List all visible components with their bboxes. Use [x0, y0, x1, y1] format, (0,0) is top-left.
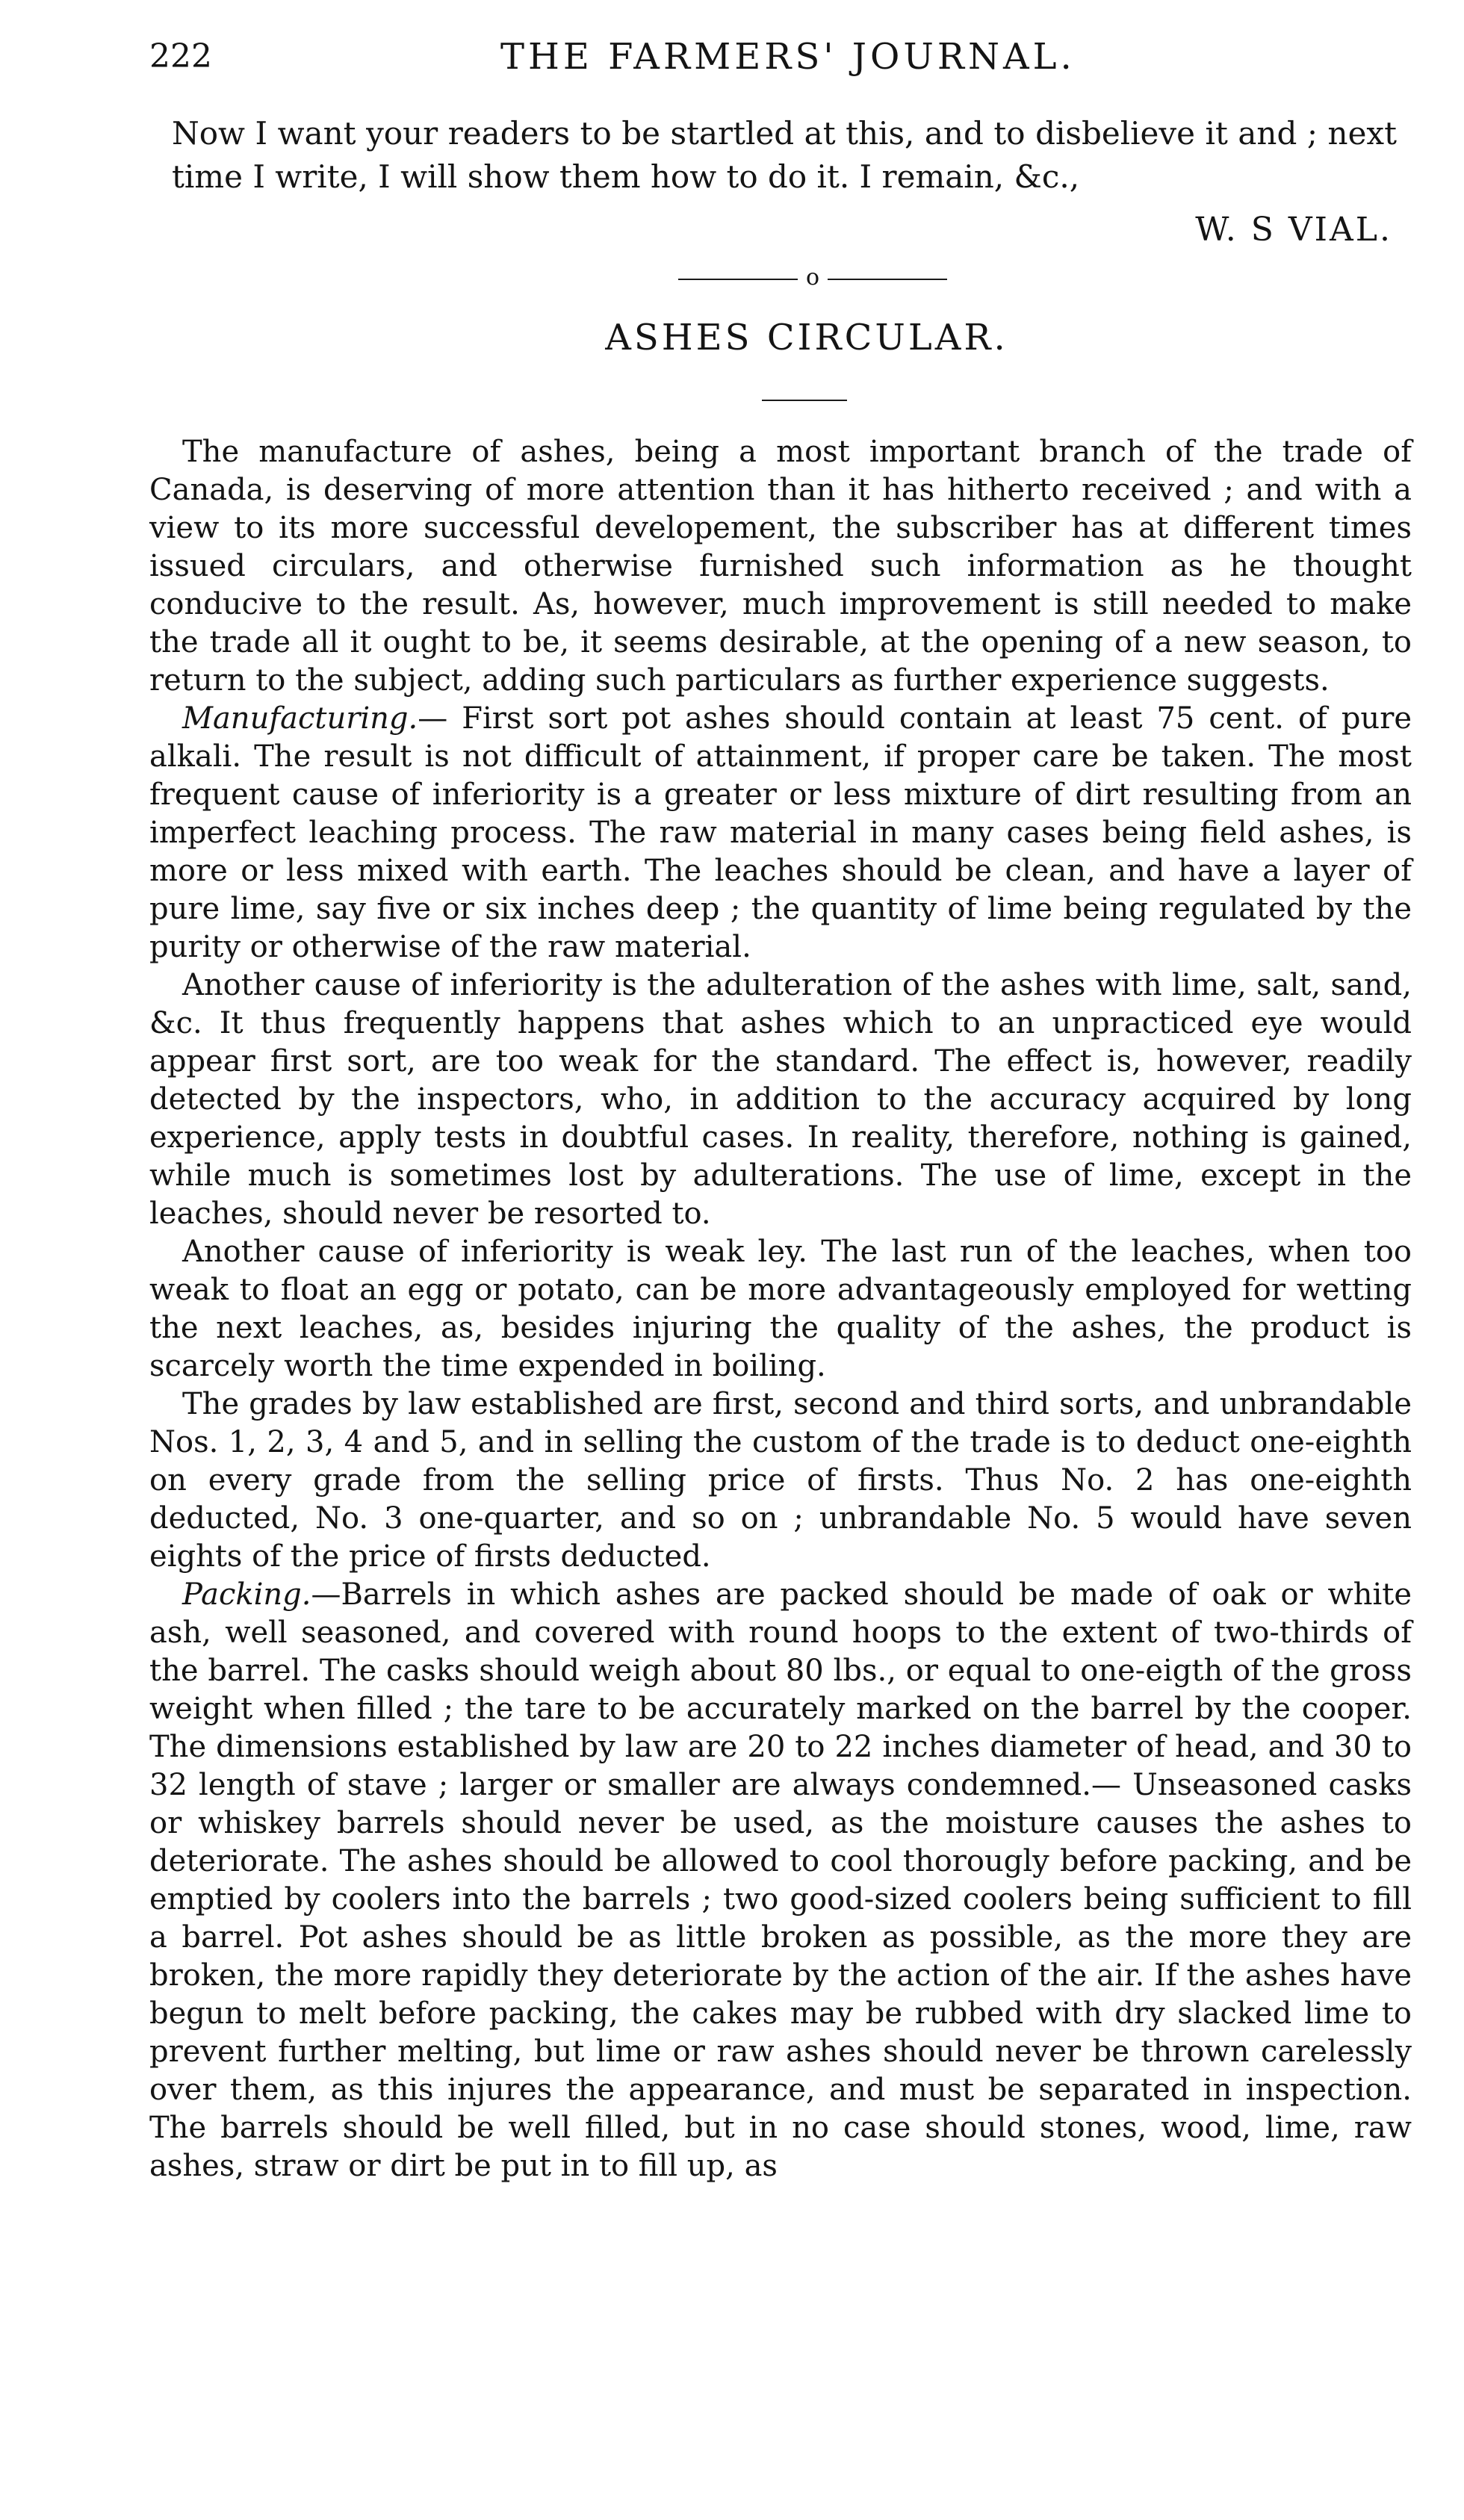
paragraph-text: —Barrels in which ashes are packed should be made of oak or white ash, well seasoned, and covered with round hoops to the extent of two-thirds of the barrel. The casks should weigh about 80 lbs., or equal to one-eigth of the gross weight when filled ; the tare to be accurately marked on the barrel by the cooper. The dimensions established by law are 20 to 22 inches diameter of head, and 30 to 32 length of stave ; larger or smaller are always condemned.— Unseasoned casks or whiskey barrels should never be used, as the moisture causes the ashes to deteriorate. The ashes should be allowed to cool thorougly before packing, and be emptied by coolers into the barrels ; two good-sized coolers being sufficient to fill a barrel. Pot ashes should be as little broken as possible, as the more they are broken, the more rapidly they deteriorate by the action of the air. If the ashes have begun to melt before packing, the cakes may be rubbed with dry slacked lime to prevent further melting, but lime or raw ashes should never be thrown carelessly over them, as this injures the appearance, and must be separated in inspection. The barrels should be well filled, but in no case should stones, wood, lime, raw ashes, straw or dirt be put in to fill up, as: [149, 1577, 1412, 2183]
divider-mark: o: [805, 264, 820, 291]
article-paragraph: [149, 1576, 1412, 2185]
article-title: ASHES CIRCULAR.: [605, 317, 1008, 359]
running-title: THE FARMERS' JOURNAL.: [500, 36, 1076, 78]
article-paragraph: [149, 1233, 1412, 1385]
article-paragraph: [149, 1385, 1412, 1576]
paragraph-text: — First sort pot ashes should contain at least 75 cent. of pure alkali. The result is not difficult of attainment, if proper care be taken. The most frequent cause of inferiority is a greater or less mixture of dirt resulting from an imperfect leaching process. The raw material in many cases being field ashes, is more or less mixed with earth. The leaches should be clean, and have a layer of pure lime, say five or six inches deep ; the quantity of lime being regulated by the purity or otherwise of the raw material.: [149, 701, 1412, 964]
paragraph-text: The manufacture of ashes, being a most important branch of the trade of Canada, is deserving of more attention than it has hitherto received ; and with a view to its more successful developement, the subscriber has at different times issued circulars, and otherwise furnished such information as he thought conducive to the result. As, however, much improvement is still needed to make the trade all it ought to be, it seems desirable, at the opening of a new season, to return to the subject, adding such particulars as further experience suggests.: [149, 435, 1412, 698]
paragraph-text: Another cause of inferiority is the adulteration of the ashes with lime, salt, sand, &c. It thus frequently happens that ashes which to an unpracticed eye would appear first sort, are too weak for the standard. The effect is, however, readily detected by the inspectors, who, in addition to the accuracy acquired by long experience, apply tests in doubtful cases. In reality, therefore, nothing is gained, while much is sometimes lost by adulterations. The use of lime, except in the leaches, should never be resorted to.: [149, 968, 1412, 1231]
letter-signature: W. S VIAL.: [1195, 211, 1392, 249]
paragraph-lead: Manufacturing.: [182, 701, 418, 736]
title-underline: [762, 400, 847, 401]
article-paragraph: [149, 433, 1412, 700]
page-number: 222: [149, 37, 212, 75]
letter-closing-text: Now I want your readers to be startled at this, and to disbelieve it and ; next time I write, I will show them how to do it. I remain, &c.,: [172, 115, 1397, 195]
divider-line-right: [828, 279, 947, 280]
divider-line-left: [678, 279, 798, 280]
article-body: [149, 433, 1412, 2185]
paragraph-text: Another cause of inferiority is weak ley. The last run of the leaches, when too weak to float an egg or potato, can be more advantageously employed for wetting the next leaches, as, besides injuring the quality of the ashes, the product is scarcely worth the time expended in boiling.: [149, 1235, 1412, 1383]
article-paragraph: [149, 966, 1412, 1233]
paragraph-text: The grades by law established are first, second and third sorts, and unbrandable Nos. 1, 2, 3, 4 and 5, and in selling the custom of the trade is to deduct one-eighth on every grade from the selling price of firsts. Thus No. 2 has one-eighth deducted, No. 3 one-quarter, and so on ; unbrandable No. 5 would have seven eights of the price of firsts deducted.: [149, 1387, 1412, 1574]
article-paragraph: [149, 700, 1412, 966]
paragraph-lead: Packing.: [182, 1577, 311, 1612]
section-divider: [678, 264, 947, 291]
page-header: [149, 27, 1419, 87]
